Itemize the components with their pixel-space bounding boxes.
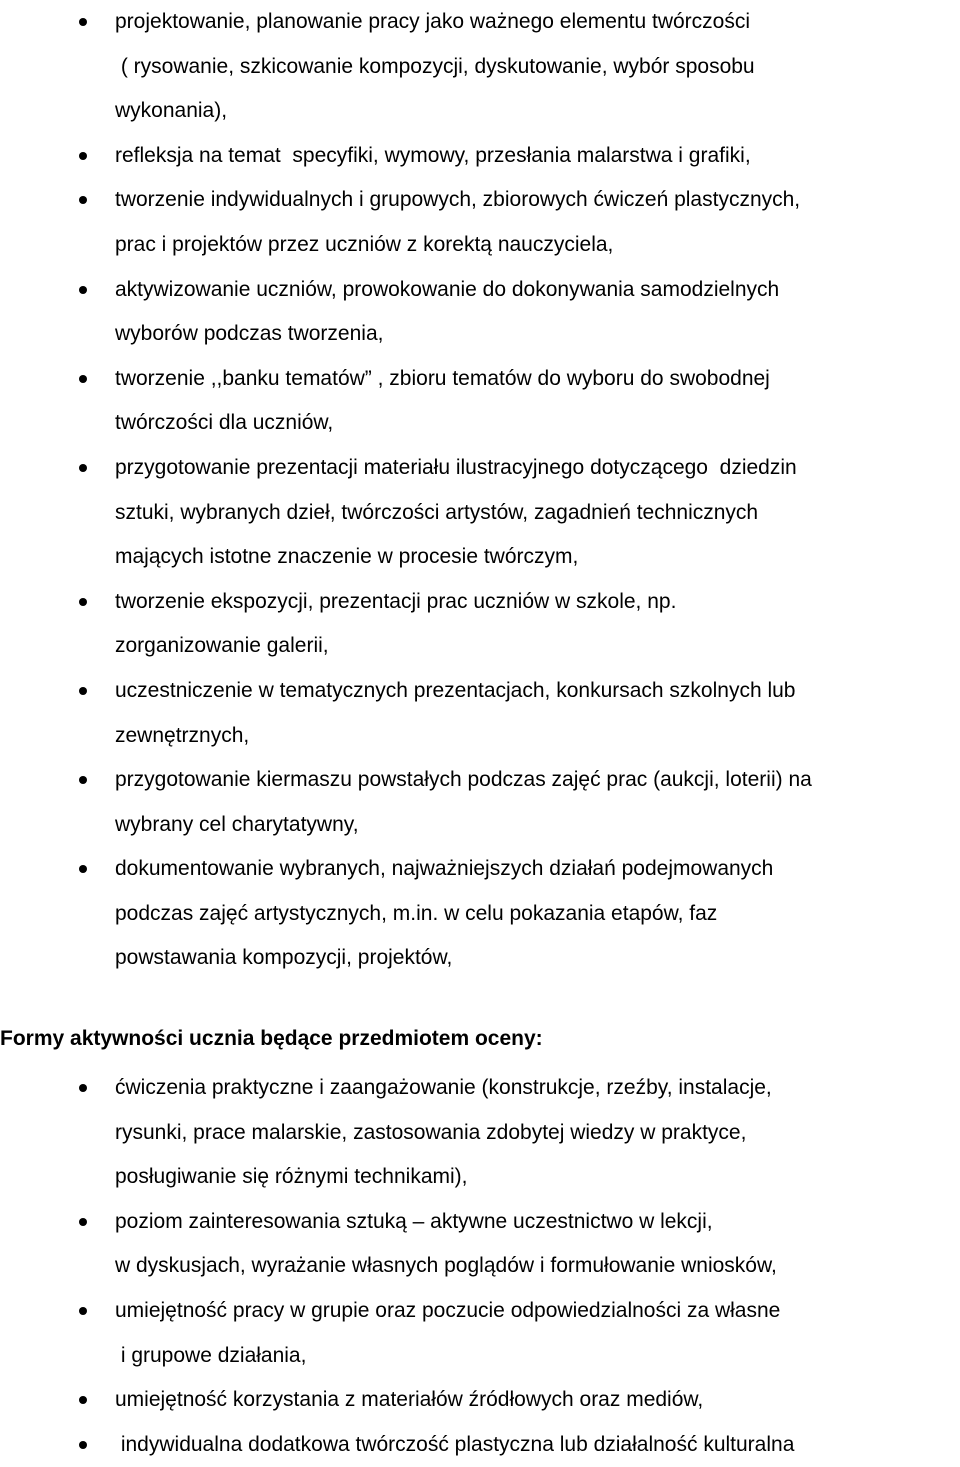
bullet-icon bbox=[79, 375, 87, 383]
list-item-line: zorganizowanie galerii, bbox=[115, 634, 329, 658]
list-item bbox=[0, 1423, 960, 1467]
bullet-icon bbox=[79, 464, 87, 472]
list-item-line: przygotowanie kiermaszu powstałych podczas zajęć prac (aukcji, loterii) na bbox=[115, 768, 812, 792]
list-item-line: posługiwanie się różnymi technikami), bbox=[115, 1165, 468, 1189]
bullet-icon bbox=[79, 687, 87, 695]
bullet-icon bbox=[79, 1396, 87, 1404]
list-item-line: przygotowanie prezentacji materiału ilustracyjnego dotyczącego dziedzin bbox=[115, 455, 797, 479]
list-item-line: tworzenie ekspozycji, prezentacji prac uczniów w szkole, np. bbox=[115, 589, 677, 613]
list-item-line: twórczości dla uczniów, bbox=[115, 411, 334, 435]
bullet-icon bbox=[79, 598, 87, 606]
list-item-line: umiejętność pracy w grupie oraz poczucie odpowiedzialności za własne bbox=[115, 1298, 781, 1322]
section-heading: Formy aktywności ucznia będące przedmiotem oceny: bbox=[0, 1027, 543, 1050]
list-item bbox=[0, 669, 960, 758]
bullet-icon bbox=[79, 1307, 87, 1315]
list-item-line: i grupowe działania, bbox=[115, 1343, 307, 1367]
list-item-line: podczas zajęć artystycznych, m.in. w celu pokazania etapów, faz bbox=[115, 901, 718, 925]
bullet-icon bbox=[79, 1084, 87, 1092]
list-item bbox=[0, 178, 960, 267]
list-item-line: rysunki, prace malarskie, zastosowania zdobytej wiedzy w praktyce, bbox=[115, 1120, 747, 1144]
list-item-line: wyborów podczas tworzenia, bbox=[115, 322, 384, 346]
bullet-icon bbox=[79, 18, 87, 26]
list-item-line: indywidualna dodatkowa twórczość plastyczna lub działalność kulturalna bbox=[115, 1432, 795, 1456]
list-item bbox=[0, 1289, 960, 1378]
list-item bbox=[0, 1378, 960, 1423]
list-item-line: projektowanie, planowanie pracy jako ważnego elementu twórczości bbox=[115, 10, 751, 33]
list-item bbox=[0, 1066, 960, 1200]
bullet-icon bbox=[79, 286, 87, 294]
list-item-line: tworzenie indywidualnych i grupowych, zbiorowych ćwiczeń plastycznych, bbox=[115, 188, 801, 212]
list-item-line: poziom zainteresowania sztuką – aktywne uczestnictwo w lekcji, bbox=[115, 1209, 713, 1233]
bullet-icon bbox=[79, 1441, 87, 1449]
list-item-line: ćwiczenia praktyczne i zaangażowanie (konstrukcje, rzeźby, instalacje, bbox=[115, 1076, 772, 1099]
list-item bbox=[0, 268, 960, 357]
list-item-line: uczestniczenie w tematycznych prezentacjach, konkursach szkolnych lub bbox=[115, 678, 796, 702]
list-item bbox=[0, 446, 960, 580]
assessment-forms-list bbox=[0, 1066, 960, 1467]
list-item-line: refleksja na temat specyfiki, wymowy, przesłania malarstwa i grafiki, bbox=[115, 143, 751, 167]
list-item-line: mających istotne znaczenie w procesie twórczym, bbox=[115, 545, 579, 569]
list-item-line: zewnętrznych, bbox=[115, 723, 250, 747]
list-item-line: dokumentowanie wybranych, najważniejszych działań podejmowanych bbox=[115, 857, 774, 881]
list-item bbox=[0, 134, 960, 179]
list-item-line: wykonania), bbox=[115, 99, 228, 123]
list-item-line: aktywizowanie uczniów, prowokowanie do dokonywania samodzielnych bbox=[115, 277, 780, 301]
bullet-icon bbox=[79, 776, 87, 784]
list-item bbox=[0, 1200, 960, 1289]
list-item bbox=[0, 357, 960, 446]
list-item-line: tworzenie ,,banku tematów” , zbioru tematów do wyboru do swobodnej bbox=[115, 366, 770, 390]
bullet-icon bbox=[79, 865, 87, 873]
list-item-line: umiejętność korzystania z materiałów źródłowych oraz mediów, bbox=[115, 1388, 704, 1412]
bullet-icon bbox=[79, 1218, 87, 1226]
list-item-line: prac i projektów przez uczniów z korektą nauczyciela, bbox=[115, 232, 614, 256]
list-item bbox=[0, 0, 960, 134]
list-item-line: ( rysowanie, szkicowanie kompozycji, dyskutowanie, wybór sposobu bbox=[115, 54, 755, 78]
list-item-line: powstawania kompozycji, projektów, bbox=[115, 946, 453, 970]
list-item-line: w dyskusjach, wyrażanie własnych poglądów i formułowanie wniosków, bbox=[115, 1254, 777, 1278]
bullet-icon bbox=[79, 152, 87, 160]
bullet-icon bbox=[79, 196, 87, 204]
list-item-line: sztuki, wybranych dzieł, twórczości artystów, zagadnień technicznych bbox=[115, 500, 759, 524]
list-item bbox=[0, 758, 960, 847]
list-item bbox=[0, 847, 960, 981]
list-item-line: wybrany cel charytatywny, bbox=[115, 812, 359, 836]
list-item bbox=[0, 580, 960, 669]
